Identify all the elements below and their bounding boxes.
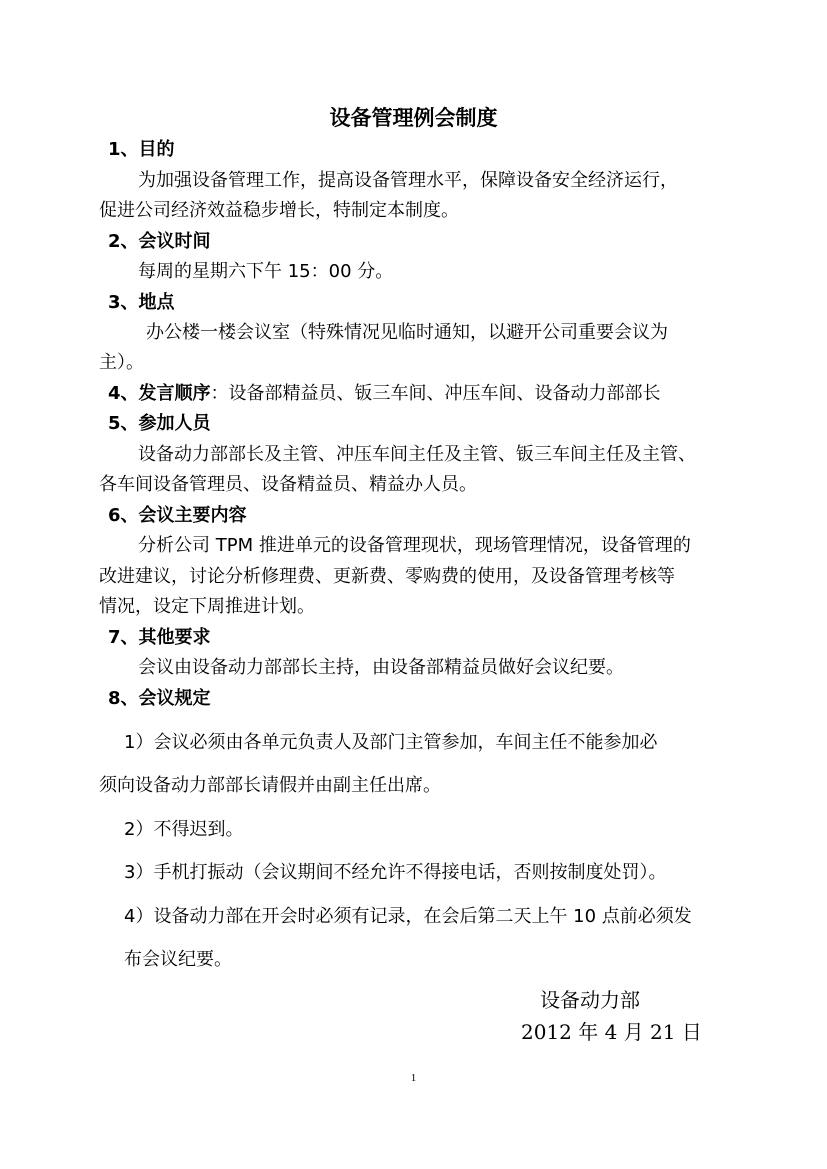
section-6-paragraph-line-2: 改进建议，讨论分析修理费、更新费、零购费的使用，及设备管理考核等 [99,566,675,587]
section-1-paragraph-line-1: 为加强设备管理工作，提高设备管理水平，保障设备安全经济运行， [138,170,678,191]
section-6-heading: 6、会议主要内容 [108,505,247,526]
section-5-paragraph-line-2: 各车间设备管理员、设备精益员、精益办人员。 [99,474,477,495]
section-2-paragraph: 每周的星期六下午 15：00 分。 [138,261,394,282]
rule-4-line-1: 4）设备动力部在开会时必须有记录，在会后第二天上午 10 点前必须发 [124,906,692,927]
section-1-heading: 1、目的 [108,139,175,160]
signature-department: 设备动力部 [540,988,640,1012]
section-3-paragraph-line-1: 办公楼一楼会议室（特殊情况见临时通知，以避开公司重要会议为 [146,322,668,343]
signature-date: 2012 年 4 月 21 日 [521,1020,702,1044]
section-7-paragraph: 会议由设备动力部部长主持，由设备部精益员做好会议纪要。 [138,657,624,678]
rule-2: 2）不得迟到。 [124,819,244,840]
section-7-heading: 7、其他要求 [108,627,211,648]
section-8-heading: 8、会议规定 [108,688,211,709]
section-5-paragraph-line-1: 设备动力部部长及主管、冲压车间主任及主管、钣三车间主任及主管、 [138,444,696,465]
document-title: 设备管理例会制度 [329,106,498,130]
section-6-paragraph-line-1: 分析公司 TPM 推进单元的设备管理现状，现场管理情况，设备管理的 [138,535,691,556]
page-number: 1 [410,1072,417,1084]
section-4-text: ：设备部精益员、钣三车间、冲压车间、设备动力部部长 [210,383,661,404]
section-3-heading: 3、地点 [108,292,175,313]
section-4-heading: 4、发言顺序 [108,383,211,404]
section-2-heading: 2、会议时间 [108,231,211,252]
section-5-heading: 5、参加人员 [108,413,211,434]
rule-1-line-2: 须向设备动力部部长请假并由副主任出席。 [99,775,441,796]
section-6-paragraph-line-3: 情况，设定下周推进计划。 [99,596,315,617]
section-3-paragraph-line-2: 主）。 [99,352,144,373]
rule-4-line-2: 布会议纪要。 [124,949,232,970]
rule-3: 3）手机打振动（会议期间不经允许不得接电话，否则按制度处罚）。 [124,862,667,883]
section-4-line [108,382,661,406]
section-1-paragraph-line-2: 促进公司经济效益稳步增长，特制定本制度。 [99,200,459,221]
rule-1-line-1: 1）会议必须由各单元负责人及部门主管参加，车间主任不能参加必 [124,732,658,753]
